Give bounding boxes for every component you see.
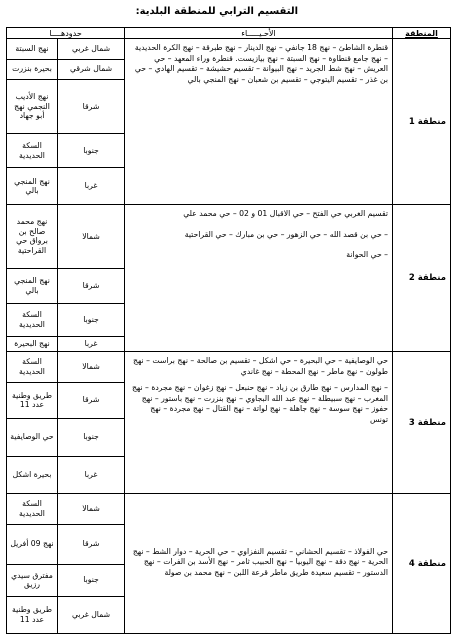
bound-direction: شمالا (58, 494, 125, 524)
bound-direction: غربا (58, 168, 125, 204)
header-boundaries: حدودهــــا (7, 28, 125, 39)
region-name: منطقة 3 (393, 352, 451, 494)
page-title: التقسيم الترابي للمنطقة البلدية: (135, 6, 298, 17)
district-text: قنطرة الشاطئ – نهج 18 جانفي – نهج الدينار – نهج طبرقة – نهج الكرة الحديدية – نهج جامع قنطاوة – نهج السبتة – نهج بيازيست. قنطرة وراء المعهد – حي العريش – نهج شط الجريد – نهج البيوانة – تقسيم حشيشة – تقسيم الهادي – حي بن غذر – تقسيم اليتوجي – تقسيم بن شعبان – نهج المنجي بالي (134, 43, 388, 84)
bound-value: نهج البحيرة (14, 339, 50, 349)
district-text: حي الوصايفية – حي البحيرة – حي اشكل – تقسيم بن صالحة – نهج براست – نهج طولون – نهج ماطر – نهج المحطة – نهج غاندي (133, 356, 388, 376)
bound-value: طريق وطنية عدد 11 (12, 605, 52, 624)
bound-direction: جنوبا (58, 564, 125, 596)
bound-value: نهج المنجي بالي (14, 176, 50, 196)
bound-value: بحيرة بنزرت (7, 59, 58, 79)
bound-direction: شمالا (58, 352, 125, 382)
header-region: المنطقة (393, 28, 451, 39)
bound-value: مفترق سيدي رزيق (7, 564, 58, 596)
table-row (7, 39, 451, 205)
boundaries-cell (7, 39, 125, 205)
district-text: – حي بن قصد الله – حي الزهور – حي بن مبارك – حي القراحتية (184, 229, 388, 239)
bound-value: حي الوصايفية (7, 418, 58, 456)
districts-cell (125, 352, 393, 494)
region-name: منطقة 4 (393, 494, 451, 634)
bound-value: بحيرة اشكل (12, 470, 52, 479)
bound-value: السكة الحديدية (7, 352, 58, 382)
bound-value: السكة الحديدية (7, 303, 58, 337)
bound-value: نهج 09 أفريل (7, 524, 58, 564)
bound-direction: شمال شرقي (58, 59, 125, 79)
district-text: تقسيم الغربي حي الفتح – حي الاقبال 01 و 02 – حي محمد علي (183, 209, 388, 218)
district-text: – نهج المدارس – نهج طارق بن زياد – نهج حنبعل – نهج زغوان – نهج مجردة – نهج المغرب – نهج سبيطلة – نهج عبد الله البجاوي – نهج بنزرت – نهج باستور – نهج حفوز – نهج سوسة – نهج جاهلة – نهج لواتة – نهج القتال – نهج مجردة – نهج تونس (131, 383, 388, 424)
bound-direction: شمالا (58, 205, 125, 268)
bound-direction: شمال غربي (58, 596, 125, 633)
table-row (7, 494, 451, 634)
region-name: منطقة 2 (393, 205, 451, 352)
table-row (7, 205, 451, 352)
district-text: حي الفولاذ – تقسيم الحشاني – تقسيم النفزاوي – حي الحرية – دوار الشط – نهج الحرية – نهج دقة – نهج اليوبيا – نهج الحبيب ثامر – نهج الأسد بن الفرات – نهج الدستور – تقسيم سعيدة طريق ماطر قرعة اللبن – نهج محمد بن صولة (132, 546, 388, 577)
boundaries-cell (7, 205, 125, 352)
bound-direction: شرقا (58, 524, 125, 564)
header-districts: الأحـيـــــاء (125, 28, 393, 39)
bound-direction: شرقا (58, 79, 125, 133)
bound-value: طريق وطنية عدد 11 (7, 382, 58, 418)
boundaries-cell (7, 494, 125, 634)
bound-value: نهج السبتة (7, 39, 58, 59)
district-text: – حي الحوانة (346, 250, 388, 259)
table-row (7, 352, 451, 494)
table-header-row (7, 28, 451, 39)
bound-value: نهج محمد صالح بن برواق حي القراحتية (7, 205, 58, 268)
bound-direction: غربا (58, 337, 125, 351)
bound-value: نهج الأديب النجمي نهج أبو جهاد (7, 79, 58, 133)
districts-cell (125, 39, 393, 205)
bound-value: السكة الحديدية (7, 494, 58, 524)
bound-direction: شمال غربي (58, 39, 125, 59)
bound-direction: جنوبا (58, 418, 125, 456)
bound-direction: جنوبا (58, 303, 125, 337)
bound-value: نهج المنجي بالي (7, 268, 58, 303)
zones-table (6, 27, 451, 634)
boundaries-cell (7, 352, 125, 494)
bound-direction: جنوبا (58, 134, 125, 168)
region-name: منطقة 1 (393, 39, 451, 205)
districts-cell (125, 494, 393, 634)
bound-direction: شرقا (58, 382, 125, 418)
districts-cell (125, 205, 393, 352)
bound-direction: شرقا (58, 268, 125, 303)
bound-direction: غربا (58, 456, 125, 493)
bound-value: السكة الحديدية (7, 134, 58, 168)
